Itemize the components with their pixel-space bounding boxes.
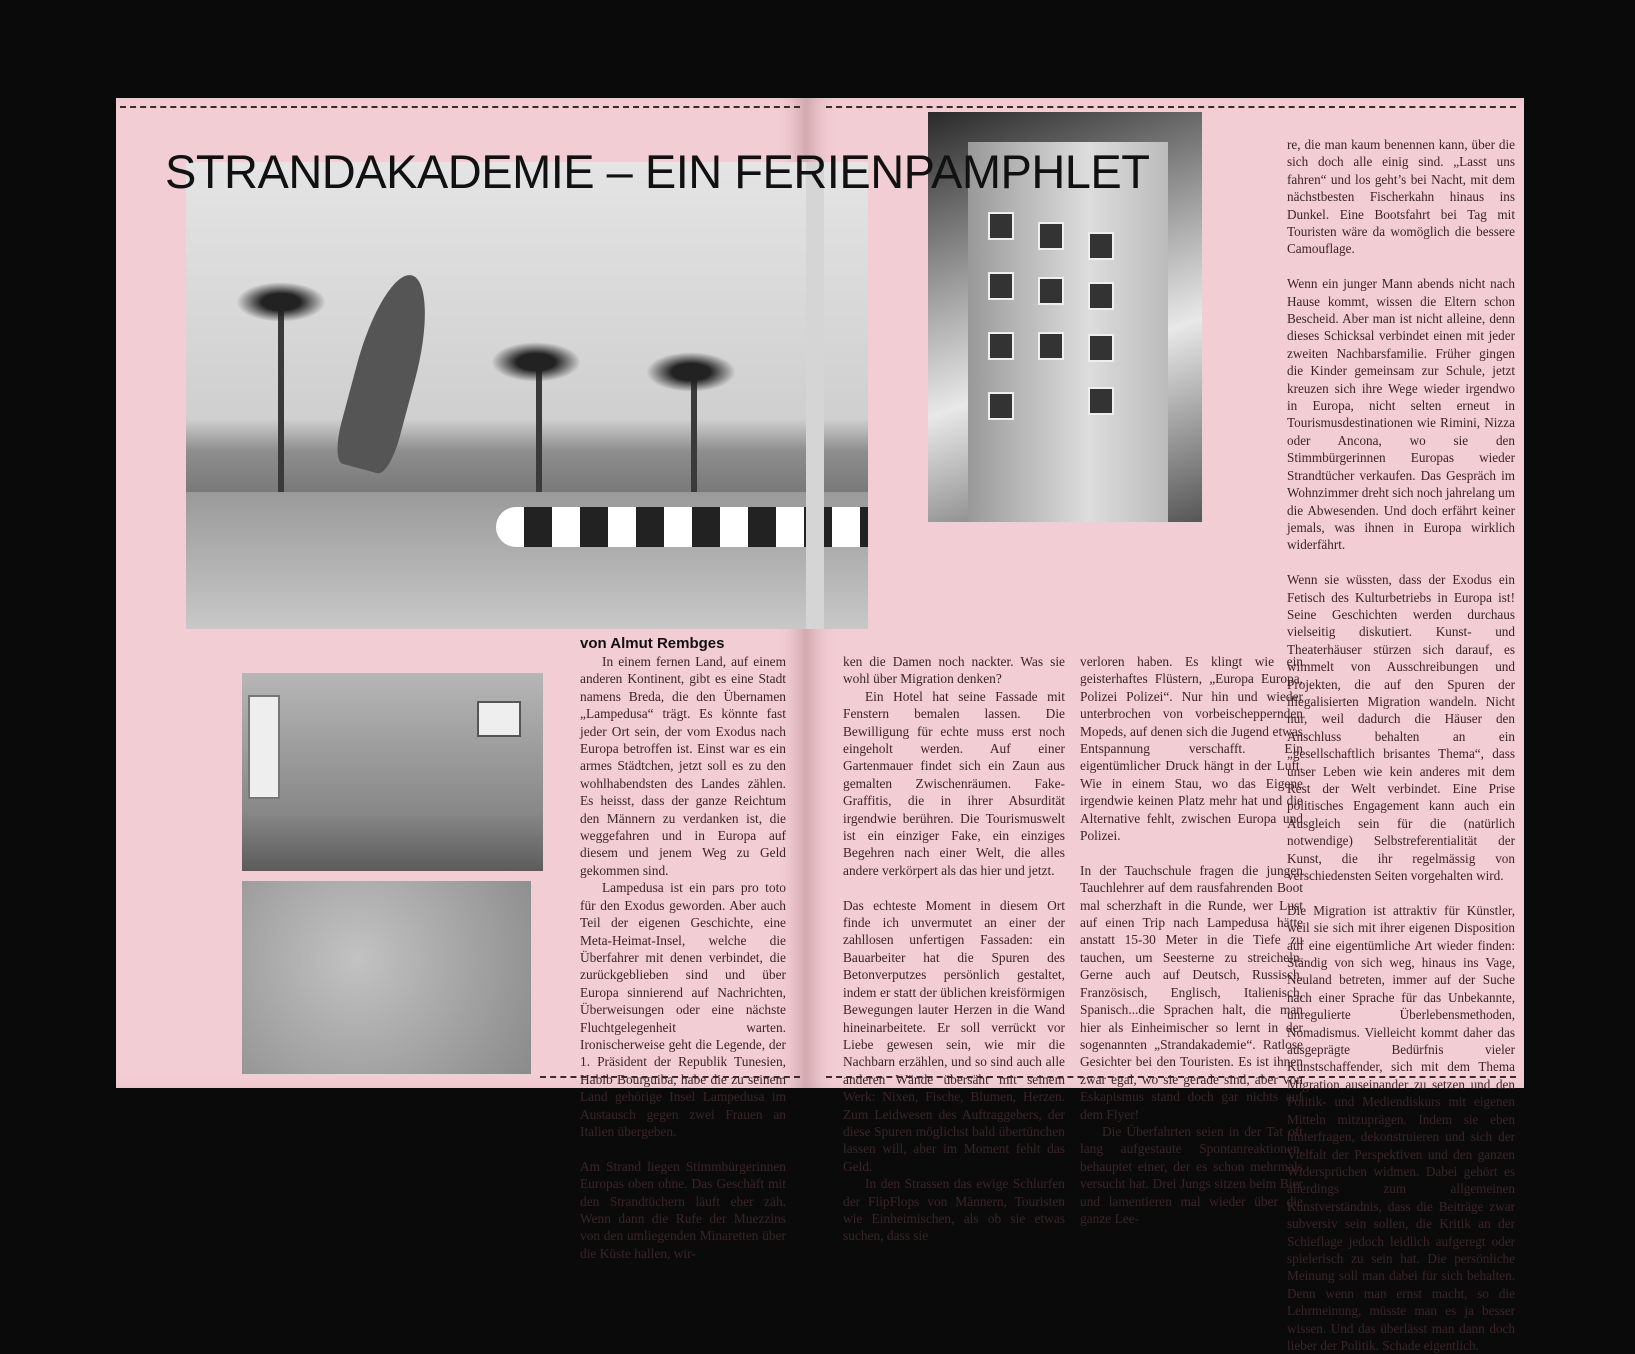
text-column-3 [1080,653,1303,1227]
text-column-2 [843,653,1065,1245]
paragraph: In den Strassen das ewige Schlurfen der FlipFlops von Männern, Touristen wie Einheimischen, als ob sie etwas suchen, dass sie [843,1176,1065,1244]
paragraph: Wenn ein junger Mann abends nicht nach Hause kommt, wissen die Eltern schon Bescheid. Aber man ist nicht alleine, denn dieses Schicksal verbindet einen mit jeder zweiten Nachbarsfamilie. Früher gingen die Kinder gemeinsam zur Schule, jetzt kreuzen sich ihre Wege wieder irgendwo in Europa, nicht selten erneut in Tourismusdestinationen wie Rimini, Nizza oder Ancona, wo sie den Stimmbürgerinnen Europas wieder Strandtücher verkaufen. Das Gespräch im Wohnzimmer dreht sich noch jahrelang um die Abwesenden. Und doch erfährt keiner jemals, was ihnen in Europa wirklich widerfährt. [1287,276,1515,553]
paragraph: Die Überfahrten seien in der Tat oft lang aufgestaute Spontanreaktionen, behauptet einer, der es schon mehrmals versucht hat. Drei Jungs sitzen beim Bier und lamentieren mal wieder über die ganze Lee- [1080,1123,1303,1226]
text-column-1 [580,653,786,1262]
swordfish-monument-photo [186,162,868,629]
plaster-hearts-wall-photo [242,881,531,1074]
paragraph: Am Strand liegen Stimmbürgerinnen Europas oben ohne. Das Geschäft mit den Strandtüchern läuft eher zäh. Wenn dann die Rufe der Muezzins von den umliegenden Minaretten über die Küste hallen, wir- [580,1158,786,1261]
text-column-4 [1287,136,1515,1354]
paragraph: Lampedusa ist ein pars pro toto für den Exodus geworden. Aber auch Teil der eigenen Geschichte, eine Meta-Heimat-Insel, welche die Überfahrer mit denen verbindet, die zurückgeblieben sind und über Europa sinnierend auf Nachrichten, Überweisungen oder eine nächste Fluchtgelegenheit warten. Ironischerweise geht die Legende, der 1. Präsident der Republik Tunesien, Habib Bourguiba, habe die zu seinem Land gehörige Insel Lampedusa im Austausch gegen zwei Frauen an Italien übergeben. [580,880,786,1139]
paragraph: ken die Damen noch nackter. Was sie wohl über Migration denken? [843,654,1065,687]
paragraph: Ein Hotel hat seine Fassade mit Fenstern bemalen lassen. Die Bewilligung für echte muss erst noch eingeholt werden. Auf einer Gartenmauer findet sich ein Zaun aus gemalten Zwischenräumen. Fake-Graffitis, die in ihrer Absurdität irgendwie berühren. Die Tourismuswelt ist ein einziger Fake, ein einziges Begehren nach einer Welt, die alles andere verkörpert als das hier und jetzt. [843,688,1065,878]
wall-with-door-photo [242,673,543,871]
paragraph: verloren haben. Es klingt wie ein geisterhaftes Flüstern, „Europa Europa, Polizei Polizei“. Nur hin und wieder unterbrochen von vorbeischeppernden Mopeds, auf denen sich die Jugend etwas Entspannung verschafft. Ein eigentümlicher Druck hängt in der Luft. Wie in einem Stau, wo das Eigene irgendwie keinen Platz mehr hat und die Alternative fehlt, zwischen Europa und Polizei. [1080,654,1303,844]
paragraph: re, die man kaum benennen kann, über die sich doch alle einig sind. „Lasst uns fahren“ und los geht’s bei Nacht, mit dem nächstbesten Fischerkahn hinaus ins Dunkel. Eine Bootsfahrt bei Tag mit Touristen wäre da womöglich die bessere Camouflage. [1287,137,1515,257]
byline: von Almut Rembges [580,635,725,652]
top-dashed-rule-right [826,106,1516,108]
article-title: STRANDAKADEMIE – EIN FERIENPAMPHLET [165,145,1150,198]
paragraph: Wenn sie wüssten, dass der Exodus ein Fetisch des Kulturbetriebs in Europa ist! Seine Geschichten werden durchaus vielseitig diskutiert. Kunst- und Theaterhäuser stürzen sich darauf, es wimmelt von Ausschreibungen und Projekten, die auf den Spuren der illegalisierten Migration wandeln. Nicht nur, weil dadurch die Häuser den Anschluss behalten an ein „gesellschaftlich brisantes Thema“, dass unser Leben wie kein anderes mit dem Rest der Welt verbindet. Eine Prise politisches Engagement kann auch ein Ausgleich sein für die (natürlich notwendige) Selbstreferentialität der Kunst, die ihr regelmässig von verschiedensten Seiten vorgehalten wird. [1287,572,1515,884]
paragraph: In der Tauchschule fragen die jungen Tauchlehrer auf dem rausfahrenden Boot mal scherzhaft in die Runde, wer Lust auf einen Trip nach Lampedusa hätte anstatt 15-30 Meter in die Tiefe zu tauchen, um Seesterne zu streicheln. Gerne auch auf Deutsch, Russisch, Französisch, Englisch, Italienisch, Spanisch...die Sprachen halt, die man hier als Einheimischer so lernt in der sogenannten „Strandakademie“. Ratlose Gesichter bei den Touristen. Es ist ihnen zwar egal, wo sie gerade sind, aber von Eskapismus stand doch gar nichts auf dem Flyer! [1080,862,1303,1122]
top-dashed-rule-left [120,106,800,108]
paragraph: Die Migration ist attraktiv für Künstler, weil sie sich mit ihrer eigenen Disposition auf eine eigentümliche Art wieder finden: Ständig von sich weg, hinaus ins Vage, Neuland betreten, immer auf der Suche nach einer Sprache für das Unbekannte, unregulierte Überlebensmethoden, Nomadismus. Vielleicht kommt daher das ausgeprägte Bedürfnis vieler Kunstschaffender, sich mit dem Thema Migration auseinander zu setzen und den Politik- und Mediendiskurs mit eigenen Mitteln mitzuprägen. Indem sie eben hinterfragen, dekonstruieren und sich der Vielfalt der Perspektiven und den ganzen Widersprüchen widmen. Dabei gehört es allerdings zum allgemeinen Kunstverständnis, dass die Beiträge zwar subversiv sein sollen, die Kritik an der Schieflage jedoch leidlich aufgeregt oder spielerisch zu sein hat. Die persönliche Meinung soll man dabei für sich behalten. Denn wenn man ernst macht, so die Lehrmeinung, müsste man es ja besser wissen. Und das überlässt man dann doch lieber der Politik. Schade eigentlich. [1287,902,1515,1353]
paragraph: Das echteste Moment in diesem Ort finde ich unvermutet an einer der zahllosen unfertigen Fassaden: ein Bauarbeiter hat die Spuren des Betonverputzes persönlich gestaltet, indem er statt der üblichen kreisförmigen Bewegungen lauter Herzen in die Wand hineinarbeitete. Er soll verrückt vor Liebe gewesen sein, wie mir die Nachbarn erzählen, und so sind auch alle anderen Wände übersäht mit seinem Werk: Nixen, Fische, Blumen, Herzen. Zum Leidwesen des Auftraggebers, der diese Spuren möglichst bald übertünchen lassen will, aber im Moment fehlt das Geld. [843,897,1065,1174]
paragraph: In einem fernen Land, auf einem anderen Kontinent, gibt es eine Stadt namens Breda, die den Übernamen „Lampedusa“ trägt. Es könnte fast jeder Ort sein, der vom Exodus nach Europa betroffen ist. Einst war es ein armes Städtchen, jetzt soll es zu den wohlhabendsten des Landes zählen. Es heisst, dass der ganze Reichtum den Männern zu verdanken ist, die weggefahren und in Europa auf diesem und jenem Weg zu Geld gekommen sind. [580,654,786,878]
